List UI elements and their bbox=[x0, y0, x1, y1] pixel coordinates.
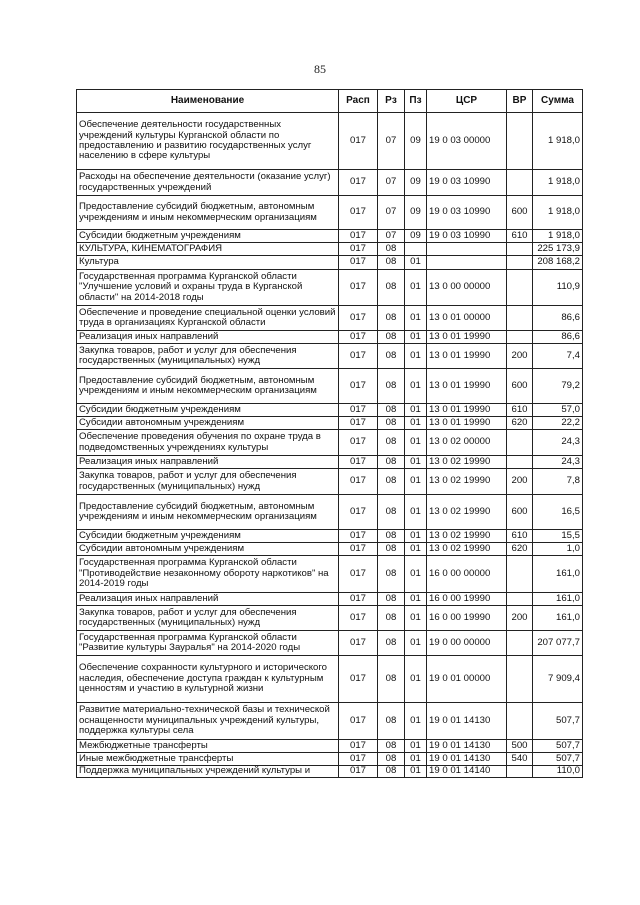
table-row bbox=[77, 430, 583, 456]
cell-pz: 01 bbox=[405, 404, 427, 417]
table-row bbox=[77, 369, 583, 404]
cell-rasp: 017 bbox=[339, 703, 378, 740]
header-name: Наименование bbox=[77, 90, 339, 113]
table-row bbox=[77, 456, 583, 469]
cell-pz: 01 bbox=[405, 456, 427, 469]
cell-pz: 01 bbox=[405, 530, 427, 543]
cell-vr bbox=[507, 456, 533, 469]
table-row bbox=[77, 417, 583, 430]
cell-vr bbox=[507, 656, 533, 703]
cell-csr: 13 0 02 19990 bbox=[427, 456, 507, 469]
cell-rasp: 017 bbox=[339, 469, 378, 495]
cell-vr bbox=[507, 331, 533, 344]
table-row bbox=[77, 556, 583, 593]
cell-pz: 01 bbox=[405, 766, 427, 778]
cell-rasp: 017 bbox=[339, 631, 378, 656]
cell-pz: 01 bbox=[405, 556, 427, 593]
table-body bbox=[77, 113, 583, 778]
cell-vr bbox=[507, 766, 533, 778]
cell-sum: 161,0 bbox=[533, 606, 583, 631]
cell-sum: 208 168,2 bbox=[533, 256, 583, 270]
cell-rz: 08 bbox=[378, 631, 405, 656]
cell-csr: 13 0 02 00000 bbox=[427, 430, 507, 456]
table-row bbox=[77, 753, 583, 766]
cell-name: Государственная программа Курганской области "Улучшение условий и охраны труда в Курганской области" на 2014-2018 годы bbox=[77, 270, 339, 306]
cell-name: Государственная программа Курганской области "Развитие культуры Зауралья" на 2014-2020 годы bbox=[77, 631, 339, 656]
cell-name: Субсидии бюджетным учреждениям bbox=[77, 404, 339, 417]
cell-rz: 08 bbox=[378, 530, 405, 543]
cell-csr: 19 0 03 10990 bbox=[427, 196, 507, 230]
cell-rasp: 017 bbox=[339, 556, 378, 593]
cell-rasp: 017 bbox=[339, 430, 378, 456]
table-row bbox=[77, 740, 583, 753]
cell-vr bbox=[507, 113, 533, 170]
cell-vr: 200 bbox=[507, 469, 533, 495]
table-row bbox=[77, 766, 583, 778]
cell-csr: 19 0 03 10990 bbox=[427, 170, 507, 196]
cell-name: КУЛЬТУРА, КИНЕМАТОГРАФИЯ bbox=[77, 243, 339, 256]
cell-pz: 01 bbox=[405, 606, 427, 631]
cell-sum: 507,7 bbox=[533, 740, 583, 753]
table-row bbox=[77, 270, 583, 306]
cell-name: Государственная программа Курганской области "Противодействие незаконному обороту наркотиков" на 2014-2019 годы bbox=[77, 556, 339, 593]
cell-sum: 16,5 bbox=[533, 495, 583, 530]
cell-rz: 07 bbox=[378, 230, 405, 243]
cell-name: Реализация иных направлений bbox=[77, 593, 339, 606]
cell-rz: 08 bbox=[378, 344, 405, 369]
cell-name: Закупка товаров, работ и услуг для обеспечения государственных (муниципальных) нужд bbox=[77, 469, 339, 495]
cell-sum: 86,6 bbox=[533, 331, 583, 344]
cell-pz: 09 bbox=[405, 113, 427, 170]
cell-sum: 86,6 bbox=[533, 306, 583, 331]
cell-csr: 13 0 02 19990 bbox=[427, 530, 507, 543]
cell-rasp: 017 bbox=[339, 740, 378, 753]
cell-pz: 01 bbox=[405, 331, 427, 344]
cell-pz: 01 bbox=[405, 656, 427, 703]
cell-rasp: 017 bbox=[339, 606, 378, 631]
cell-pz: 01 bbox=[405, 631, 427, 656]
cell-vr bbox=[507, 270, 533, 306]
cell-vr bbox=[507, 306, 533, 331]
cell-csr: 13 0 00 00000 bbox=[427, 270, 507, 306]
cell-pz: 01 bbox=[405, 344, 427, 369]
cell-name: Культура bbox=[77, 256, 339, 270]
cell-name: Реализация иных направлений bbox=[77, 331, 339, 344]
cell-rz: 08 bbox=[378, 556, 405, 593]
cell-name: Развитие материально-технической базы и технической оснащенности муниципальных учреждений культуры, поддержка культуры села bbox=[77, 703, 339, 740]
cell-rz: 08 bbox=[378, 606, 405, 631]
cell-rz: 08 bbox=[378, 656, 405, 703]
cell-name: Обеспечение и проведение специальной оценки условий труда в организациях Курганской области bbox=[77, 306, 339, 331]
cell-sum: 24,3 bbox=[533, 456, 583, 469]
cell-rz: 08 bbox=[378, 430, 405, 456]
cell-sum: 24,3 bbox=[533, 430, 583, 456]
cell-rasp: 017 bbox=[339, 417, 378, 430]
cell-rasp: 017 bbox=[339, 456, 378, 469]
cell-sum: 507,7 bbox=[533, 703, 583, 740]
cell-rasp: 017 bbox=[339, 593, 378, 606]
cell-name: Расходы на обеспечение деятельности (оказание услуг) государственных учреждений bbox=[77, 170, 339, 196]
cell-pz: 01 bbox=[405, 469, 427, 495]
cell-sum: 207 077,7 bbox=[533, 631, 583, 656]
cell-vr: 610 bbox=[507, 530, 533, 543]
cell-pz bbox=[405, 243, 427, 256]
cell-vr bbox=[507, 593, 533, 606]
cell-rasp: 017 bbox=[339, 113, 378, 170]
cell-pz: 01 bbox=[405, 256, 427, 270]
cell-name: Поддержка муниципальных учреждений культуры и bbox=[77, 766, 339, 778]
cell-sum: 161,0 bbox=[533, 593, 583, 606]
cell-rasp: 017 bbox=[339, 369, 378, 404]
cell-sum: 15,5 bbox=[533, 530, 583, 543]
cell-sum: 1 918,0 bbox=[533, 113, 583, 170]
cell-rz: 08 bbox=[378, 469, 405, 495]
cell-csr: 13 0 01 19990 bbox=[427, 344, 507, 369]
cell-csr: 13 0 01 19990 bbox=[427, 369, 507, 404]
cell-csr: 13 0 01 19990 bbox=[427, 417, 507, 430]
cell-vr: 500 bbox=[507, 740, 533, 753]
table-row bbox=[77, 631, 583, 656]
cell-name: Закупка товаров, работ и услуг для обеспечения государственных (муниципальных) нужд bbox=[77, 344, 339, 369]
cell-csr: 19 0 01 14140 bbox=[427, 766, 507, 778]
cell-rz: 08 bbox=[378, 306, 405, 331]
cell-csr: 13 0 02 19990 bbox=[427, 543, 507, 556]
table-row bbox=[77, 256, 583, 270]
cell-rasp: 017 bbox=[339, 766, 378, 778]
budget-table bbox=[76, 89, 583, 778]
cell-vr: 200 bbox=[507, 344, 533, 369]
cell-csr: 19 0 01 14130 bbox=[427, 753, 507, 766]
cell-rz: 08 bbox=[378, 753, 405, 766]
cell-csr: 19 0 00 00000 bbox=[427, 631, 507, 656]
cell-name: Субсидии автономным учреждениям bbox=[77, 543, 339, 556]
cell-name: Иные межбюджетные трансферты bbox=[77, 753, 339, 766]
header-vr: ВР bbox=[507, 90, 533, 113]
cell-csr: 13 0 01 19990 bbox=[427, 404, 507, 417]
cell-pz: 01 bbox=[405, 543, 427, 556]
cell-pz: 01 bbox=[405, 430, 427, 456]
cell-csr: 13 0 02 19990 bbox=[427, 495, 507, 530]
cell-pz: 01 bbox=[405, 703, 427, 740]
cell-rasp: 017 bbox=[339, 230, 378, 243]
cell-name: Предоставление субсидий бюджетным, автономным учреждениям и иным некоммерческим организациям bbox=[77, 495, 339, 530]
cell-csr: 16 0 00 19990 bbox=[427, 606, 507, 631]
cell-vr: 610 bbox=[507, 230, 533, 243]
cell-vr bbox=[507, 430, 533, 456]
cell-sum: 1 918,0 bbox=[533, 170, 583, 196]
cell-csr: 19 0 01 14130 bbox=[427, 740, 507, 753]
table-row bbox=[77, 495, 583, 530]
cell-rz: 08 bbox=[378, 593, 405, 606]
cell-vr: 200 bbox=[507, 606, 533, 631]
cell-rasp: 017 bbox=[339, 306, 378, 331]
table-row bbox=[77, 344, 583, 369]
cell-vr: 600 bbox=[507, 495, 533, 530]
cell-rasp: 017 bbox=[339, 331, 378, 344]
cell-vr bbox=[507, 170, 533, 196]
cell-name: Закупка товаров, работ и услуг для обеспечения государственных (муниципальных) нужд bbox=[77, 606, 339, 631]
cell-rz: 08 bbox=[378, 404, 405, 417]
table-row bbox=[77, 404, 583, 417]
table-row bbox=[77, 243, 583, 256]
cell-rz: 08 bbox=[378, 331, 405, 344]
cell-csr bbox=[427, 243, 507, 256]
cell-rasp: 017 bbox=[339, 344, 378, 369]
table-row bbox=[77, 606, 583, 631]
cell-pz: 01 bbox=[405, 740, 427, 753]
cell-csr bbox=[427, 256, 507, 270]
cell-pz: 01 bbox=[405, 417, 427, 430]
cell-name: Обеспечение деятельности государственных учреждений культуры Курганской области по предоставлению и развитию государственных услуг населению в сфере культуры bbox=[77, 113, 339, 170]
cell-csr: 19 0 01 14130 bbox=[427, 703, 507, 740]
cell-pz: 01 bbox=[405, 495, 427, 530]
cell-vr: 620 bbox=[507, 543, 533, 556]
cell-name: Предоставление субсидий бюджетным, автономным учреждениям и иным некоммерческим организациям bbox=[77, 196, 339, 230]
table-row bbox=[77, 230, 583, 243]
table-row bbox=[77, 113, 583, 170]
cell-sum: 57,0 bbox=[533, 404, 583, 417]
cell-vr: 540 bbox=[507, 753, 533, 766]
cell-rasp: 017 bbox=[339, 256, 378, 270]
cell-sum: 1 918,0 bbox=[533, 230, 583, 243]
cell-vr bbox=[507, 243, 533, 256]
cell-rz: 08 bbox=[378, 417, 405, 430]
cell-sum: 79,2 bbox=[533, 369, 583, 404]
cell-pz: 01 bbox=[405, 270, 427, 306]
cell-sum: 507,7 bbox=[533, 753, 583, 766]
cell-pz: 01 bbox=[405, 593, 427, 606]
cell-csr: 19 0 03 00000 bbox=[427, 113, 507, 170]
cell-rz: 08 bbox=[378, 243, 405, 256]
cell-pz: 09 bbox=[405, 230, 427, 243]
cell-sum: 1 918,0 bbox=[533, 196, 583, 230]
cell-csr: 19 0 01 00000 bbox=[427, 656, 507, 703]
cell-rasp: 017 bbox=[339, 495, 378, 530]
cell-sum: 7 909,4 bbox=[533, 656, 583, 703]
table-row bbox=[77, 593, 583, 606]
cell-vr bbox=[507, 631, 533, 656]
cell-rz: 07 bbox=[378, 113, 405, 170]
cell-rz: 08 bbox=[378, 369, 405, 404]
cell-vr bbox=[507, 256, 533, 270]
cell-name: Субсидии бюджетным учреждениям bbox=[77, 530, 339, 543]
cell-pz: 01 bbox=[405, 753, 427, 766]
cell-csr: 19 0 03 10990 bbox=[427, 230, 507, 243]
cell-pz: 09 bbox=[405, 170, 427, 196]
cell-rz: 08 bbox=[378, 703, 405, 740]
header-rz: Рз bbox=[378, 90, 405, 113]
cell-csr: 16 0 00 00000 bbox=[427, 556, 507, 593]
cell-sum: 161,0 bbox=[533, 556, 583, 593]
cell-rz: 08 bbox=[378, 766, 405, 778]
cell-rz: 08 bbox=[378, 256, 405, 270]
header-pz: Пз bbox=[405, 90, 427, 113]
cell-sum: 7,4 bbox=[533, 344, 583, 369]
cell-name: Субсидии автономным учреждениям bbox=[77, 417, 339, 430]
cell-name: Реализация иных направлений bbox=[77, 456, 339, 469]
header-csr: ЦСР bbox=[427, 90, 507, 113]
cell-vr bbox=[507, 703, 533, 740]
cell-csr: 16 0 00 19990 bbox=[427, 593, 507, 606]
cell-rasp: 017 bbox=[339, 243, 378, 256]
cell-pz: 01 bbox=[405, 369, 427, 404]
cell-sum: 225 173,9 bbox=[533, 243, 583, 256]
cell-rasp: 017 bbox=[339, 404, 378, 417]
cell-rz: 08 bbox=[378, 495, 405, 530]
cell-pz: 09 bbox=[405, 196, 427, 230]
table-row bbox=[77, 170, 583, 196]
cell-rasp: 017 bbox=[339, 170, 378, 196]
cell-sum: 1,0 bbox=[533, 543, 583, 556]
cell-sum: 110,0 bbox=[533, 766, 583, 778]
cell-rz: 08 bbox=[378, 740, 405, 753]
cell-name: Субсидии бюджетным учреждениям bbox=[77, 230, 339, 243]
cell-rasp: 017 bbox=[339, 196, 378, 230]
cell-rasp: 017 bbox=[339, 753, 378, 766]
cell-rasp: 017 bbox=[339, 656, 378, 703]
cell-vr: 610 bbox=[507, 404, 533, 417]
table-row bbox=[77, 543, 583, 556]
table-row bbox=[77, 703, 583, 740]
cell-rz: 08 bbox=[378, 543, 405, 556]
cell-sum: 22,2 bbox=[533, 417, 583, 430]
cell-name: Предоставление субсидий бюджетным, автономным учреждениям и иным некоммерческим организациям bbox=[77, 369, 339, 404]
cell-csr: 13 0 02 19990 bbox=[427, 469, 507, 495]
cell-vr: 600 bbox=[507, 369, 533, 404]
cell-vr bbox=[507, 556, 533, 593]
header-rasp: Расп bbox=[339, 90, 378, 113]
cell-csr: 13 0 01 00000 bbox=[427, 306, 507, 331]
cell-sum: 7,8 bbox=[533, 469, 583, 495]
table-row bbox=[77, 656, 583, 703]
cell-vr: 600 bbox=[507, 196, 533, 230]
table-row bbox=[77, 530, 583, 543]
page-number: 85 bbox=[314, 62, 326, 76]
cell-pz: 01 bbox=[405, 306, 427, 331]
cell-rasp: 017 bbox=[339, 530, 378, 543]
cell-name: Межбюджетные трансферты bbox=[77, 740, 339, 753]
cell-name: Обеспечение проведения обучения по охране труда в подведомственных учреждениях культуры bbox=[77, 430, 339, 456]
table-row bbox=[77, 306, 583, 331]
table-row bbox=[77, 196, 583, 230]
cell-vr: 620 bbox=[507, 417, 533, 430]
table-row bbox=[77, 331, 583, 344]
cell-rasp: 017 bbox=[339, 270, 378, 306]
table-header-row bbox=[77, 90, 583, 113]
cell-rz: 08 bbox=[378, 270, 405, 306]
header-sum: Сумма bbox=[533, 90, 583, 113]
cell-rasp: 017 bbox=[339, 543, 378, 556]
cell-rz: 08 bbox=[378, 456, 405, 469]
cell-name: Обеспечение сохранности культурного и исторического наследия, обеспечение доступа граждан к культурным ценностям и участию в культурной жизни bbox=[77, 656, 339, 703]
table-row bbox=[77, 469, 583, 495]
cell-sum: 110,9 bbox=[533, 270, 583, 306]
cell-rz: 07 bbox=[378, 196, 405, 230]
cell-csr: 13 0 01 19990 bbox=[427, 331, 507, 344]
cell-rz: 07 bbox=[378, 170, 405, 196]
